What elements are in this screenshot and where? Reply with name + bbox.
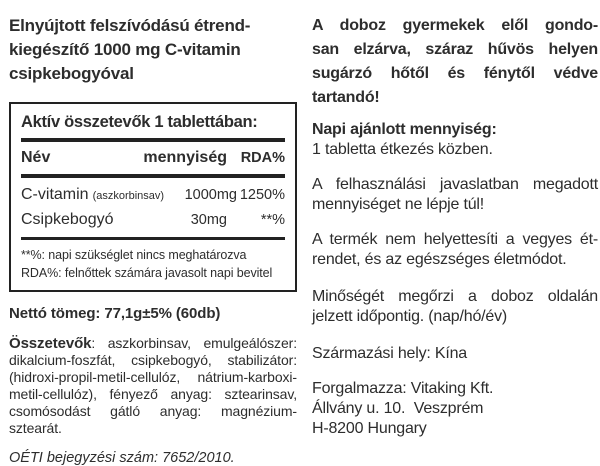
diet-paragraph bbox=[312, 230, 598, 270]
distributor-line: H-8200 Hungary bbox=[312, 420, 427, 437]
divider bbox=[21, 174, 285, 178]
expiry-paragraph bbox=[312, 287, 598, 327]
diet-line: rendet, és az egészséges életmódot. bbox=[312, 251, 567, 268]
ingredient-name: Csipkebogyó bbox=[21, 211, 114, 228]
table-row bbox=[21, 183, 285, 208]
limit-line: A felhasználási javaslatban megadott bbox=[312, 176, 598, 193]
distributor-block bbox=[312, 379, 598, 439]
col-header-name: Név bbox=[21, 149, 51, 166]
storage-warning bbox=[312, 14, 598, 110]
left-column bbox=[9, 12, 297, 466]
product-title-line: csipkebogyóval bbox=[9, 64, 134, 83]
table-row bbox=[21, 208, 285, 232]
ingredients-line-text: : aszkorbinsav, emulgeálószer: bbox=[91, 335, 297, 351]
ingredient-name-note: (aszkorbinsav) bbox=[92, 190, 165, 202]
registration-number: OÉTI bejegyzési szám: 7652/2010. bbox=[9, 450, 235, 466]
col-header-amount: mennyiség bbox=[143, 149, 227, 166]
expiry-line: Minőségét megőrzi a doboz oldalán bbox=[312, 288, 598, 305]
table-footnote: RDA%: felnőttek számára javasolt napi bevitel bbox=[21, 266, 273, 280]
ingredients-line: dikalcium-foszfát, csipkebogyó, stabilizátor: bbox=[9, 352, 297, 368]
supplement-facts-title: Aktív összetevők 1 tablettában: bbox=[21, 113, 258, 131]
limit-line: mennyiséget ne lépje túl! bbox=[312, 196, 485, 213]
ingredient-name-text: C-vitamin bbox=[21, 186, 89, 203]
ingredient-rda: 1250% bbox=[239, 187, 285, 203]
origin: Származási hely: Kína bbox=[312, 345, 467, 362]
storage-warning-line: tartandó! bbox=[312, 89, 380, 106]
dosage-heading: Napi ajánlott mennyiség: bbox=[312, 121, 497, 138]
ingredient-rda: **% bbox=[260, 212, 285, 228]
limit-paragraph bbox=[312, 175, 598, 215]
product-title-line: kiegészítő 1000 mg C-vitamin bbox=[9, 40, 241, 59]
ingredient-amount: 30mg bbox=[190, 212, 227, 228]
ingredients-paragraph bbox=[9, 335, 297, 437]
net-weight: Nettó tömeg: 77,1g±5% (60db) bbox=[9, 305, 221, 322]
storage-warning-line: A doboz gyermekek elől gondo- bbox=[312, 17, 598, 34]
ingredients-line: (hidroxi-propil-metil-cellulóz, nátrium-karboxi- bbox=[9, 369, 297, 385]
table-footnote: **%: napi szükséglet nincs meghatározva bbox=[21, 248, 247, 262]
ingredients-line bbox=[9, 335, 297, 352]
right-column bbox=[312, 12, 598, 466]
product-title bbox=[9, 14, 297, 86]
divider bbox=[21, 138, 285, 142]
table-header-row bbox=[21, 147, 285, 169]
distributor-line: Állvány u. 10. Veszprém bbox=[312, 400, 484, 417]
dosage-text: 1 tabletta étkezés közben. bbox=[312, 141, 493, 158]
ingredient-name bbox=[21, 183, 164, 208]
storage-warning-line: san elzárva, száraz hűvös helyen bbox=[312, 41, 598, 58]
divider bbox=[21, 237, 285, 240]
ingredients-line: metil-cellulóz), fényező anyag: sztearinsav, bbox=[9, 386, 297, 402]
storage-warning-line: sugárzó hőtől és fénytől védve bbox=[312, 65, 598, 82]
ingredient-amount: 1000mg bbox=[184, 187, 237, 203]
ingredients-label: Összetevők bbox=[9, 335, 92, 352]
col-header-rda: RDA% bbox=[240, 150, 285, 166]
expiry-line: jelzett időpontig. (nap/hó/év) bbox=[312, 308, 508, 325]
diet-line: A termék nem helyettesíti a vegyes ét- bbox=[312, 231, 598, 248]
product-title-line: Elnyújtott felszívódású étrend- bbox=[9, 16, 251, 35]
ingredients-line: csomósodást gátló anyag: magnézium-sztearát. bbox=[9, 403, 297, 436]
supplement-facts-box bbox=[9, 102, 297, 292]
distributor-line: Forgalmazza: Vitaking Kft. bbox=[312, 380, 494, 397]
